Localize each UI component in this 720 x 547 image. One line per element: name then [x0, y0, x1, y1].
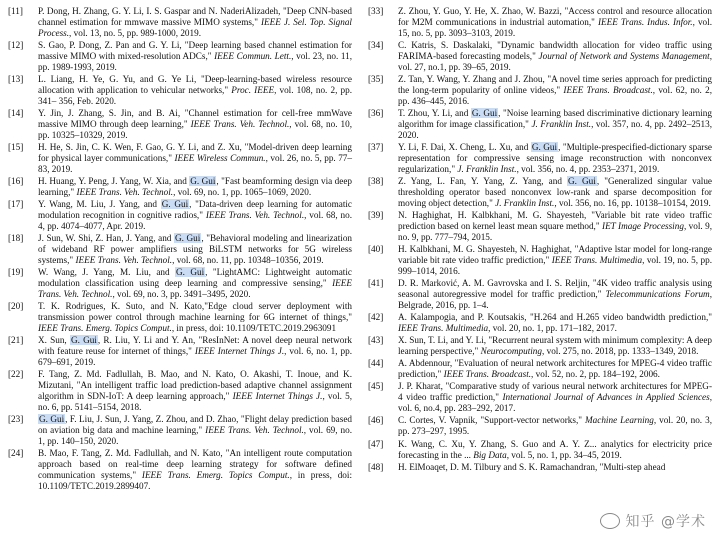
reference-fragment: C. Katris, S. Daskalaki, "Dynamic bandwidth allocation for video traffic using FARIMA-based forecasting models,"	[398, 40, 712, 61]
reference-text	[398, 142, 712, 175]
reference-entry	[368, 142, 712, 175]
reference-entry	[368, 462, 712, 473]
reference-entry	[368, 40, 712, 73]
reference-entry	[8, 199, 352, 232]
reference-number: [44]	[368, 358, 384, 369]
reference-fragment: , vol. 27, no.1, pp. 39–65, 2019.	[398, 50, 712, 72]
reference-number: [24]	[8, 448, 24, 459]
reference-text	[398, 244, 712, 277]
reference-fragment: , vol. 5, no. 6, pp. 5141–5154, 2018.	[38, 391, 352, 412]
reference-text	[398, 210, 712, 243]
reference-text	[38, 108, 352, 141]
reference-entry	[368, 335, 712, 357]
reference-number: [46]	[368, 415, 384, 426]
reference-number: [48]	[368, 461, 384, 472]
reference-fragment: J. P. Kharat, "Comparative study of various neural network architectures for MPEG-4 video traffic prediction,"	[398, 381, 712, 403]
reference-fragment: IEEE Trans. Broadcast.	[443, 369, 532, 380]
reference-number: [11]	[8, 6, 23, 16]
reference-fragment: IEEE Trans. Emerg. Topics Comput.	[38, 323, 172, 334]
reference-text	[38, 369, 352, 413]
highlighted-author: G. Gui	[531, 142, 558, 153]
reference-fragment: , "Noise learning based discriminative dictionary learning algorithm for image classification,"	[398, 108, 712, 129]
reference-fragment: IEEE Trans. Veh. Technol.	[205, 210, 305, 221]
reference-number: [43]	[368, 335, 384, 346]
reference-fragment: IEEE Internet Things J.	[232, 391, 323, 402]
reference-entry	[8, 369, 352, 413]
reference-number: [13]	[8, 74, 24, 85]
reference-text	[38, 335, 352, 368]
reference-text	[38, 176, 352, 198]
reference-fragment: IEEE Trans. Veh. Technol.	[76, 186, 174, 197]
reference-text	[38, 301, 352, 334]
highlighted-author: G. Gui	[568, 176, 596, 187]
reference-number: [38]	[368, 176, 384, 187]
reference-fragment: L. Liang, H. Ye, G. Yu, and G. Ye Li, "Deep-learning-based wireless resource allocation with application to vehicular networks,"	[38, 74, 352, 95]
reference-entry	[8, 233, 352, 266]
reference-fragment: Telecommunications Forum	[605, 289, 710, 300]
reference-fragment: , R. Liu, Y. Li and Y. An, "ResInNet: A novel deep neural network with feature reuse for internet of things,"	[38, 335, 352, 357]
reference-fragment: IEEE Internet Things J.	[194, 346, 285, 357]
reference-fragment: A. Kalampogia, and P. Koutsakis, "H.264 and H.265 video bandwidth prediction,"	[398, 312, 712, 323]
highlighted-author: G. Gui	[161, 199, 189, 210]
reference-text	[398, 335, 712, 357]
reference-fragment: J. Franklin Inst.	[531, 118, 592, 129]
reference-number: [36]	[368, 108, 384, 119]
reference-text	[398, 74, 712, 107]
reference-fragment: IEEE Trans. Emerg. Topics Comput.	[141, 470, 290, 481]
reference-number: [40]	[368, 244, 384, 255]
reference-fragment: , vol. 6, no.4, pp. 283–292, 2017.	[398, 392, 712, 414]
reference-entry	[8, 335, 352, 368]
reference-number: [39]	[368, 210, 384, 221]
reference-fragment: N. Haghighat, H. Kalbkhani, M. G. Shayesteh, "Variable bit rate video traffic prediction based on kernel least mean square method,"	[398, 210, 712, 231]
reference-fragment: , "Generalized singular value thresholding operator based nonconvex low-rank and sparse decomposition for moving object detection,"	[398, 176, 712, 208]
reference-fragment: IEEE Trans. Multimedia	[551, 255, 643, 266]
reference-entry	[8, 74, 352, 107]
reference-fragment: , vol. 52, no. 2, pp. 184–192, 2006.	[531, 369, 660, 380]
reference-fragment: X. Sun,	[38, 335, 70, 346]
reference-fragment: IEEE Trans. Broadcast.	[563, 84, 653, 95]
reference-fragment: Machine Learning	[585, 415, 654, 426]
reference-fragment: , vol. 5, no. 1, pp. 34–45, 2019.	[506, 449, 622, 460]
reference-entry	[368, 176, 712, 209]
reference-text	[398, 462, 712, 473]
reference-fragment: IEEE Trans. Veh. Technol.	[75, 255, 173, 266]
reference-fragment: , vol. 9, no. 9, pp. 777–794, 2015.	[398, 221, 713, 242]
reference-text	[38, 40, 352, 73]
reference-text	[398, 415, 712, 437]
reference-number: [17]	[8, 199, 24, 210]
reference-fragment: T. Zhou, Y. Li, and	[398, 108, 471, 119]
reference-number: [35]	[368, 74, 384, 85]
reference-fragment: P. Dong, H. Zhang, G. Y. Li, I. S. Gaspar and N. NaderiAlizadeh, "Deep CNN-based channel estimation for mmwave massive MIMO systems,"	[38, 6, 352, 27]
watermark-text: 知乎 @学术	[625, 514, 706, 530]
reference-number: [34]	[368, 40, 384, 51]
reference-fragment: IEEE Commun. Lett.	[214, 50, 292, 61]
reference-entry	[368, 358, 712, 380]
reference-fragment: , vol. 68, no. 10, pp. 10325–10329, 2019.	[38, 118, 352, 140]
reference-fragment: Y. Jin, J. Zhang, S. Jin, and B. Ai, "Channel estimation for cell-free mmWave massive MIMO through deep learning,"	[38, 108, 352, 129]
reference-entry	[8, 6, 352, 39]
reference-fragment: , in press, doi: 10.1109/TETC.2019.2899407.	[38, 470, 352, 491]
reference-fragment: H. He, S. Jin, C. K. Wen, F. Gao, G. Y. Li, and Z. Xu, "Model-driven deep learning for physical layer communications,"	[38, 142, 352, 163]
reference-entry	[8, 176, 352, 198]
highlighted-author: G. Gui	[471, 108, 498, 119]
reference-fragment: , "Multiple-prespecified-dictionary sparse representation for compressive sensing image reconstruction with nonconvex regularization,"	[398, 142, 712, 174]
reference-fragment: , "Data-driven deep learning for automatic modulation recognition in cognitive radios,"	[38, 199, 353, 221]
reference-fragment: , vol. 69, no. 1, pp. 140–150, 2020.	[38, 425, 353, 446]
reference-entry	[8, 108, 352, 141]
reference-fragment: Z. Zhou, Y. Guo, Y. He, X. Zhao, W. Bazzi, "Access control and resource allocation for M2M communications in industrial automation,"	[398, 6, 712, 27]
reference-entry	[368, 278, 712, 311]
reference-number: [16]	[8, 176, 24, 187]
reference-fragment: Neurocomputing	[480, 346, 542, 357]
reference-fragment: T. K. Rodrigues, K. Suto, and N. Kato,"Edge cloud server deployment with transmission power control through machine learning for 6G internet of things,"	[38, 301, 352, 323]
reference-text	[38, 233, 352, 266]
highlighted-author: G. Gui	[190, 176, 216, 187]
reference-fragment: Big Data	[473, 449, 507, 460]
reference-fragment: D. R. Marković, A. M. Gavrovska and I. S. Reljin, "4K video traffic analysis using seasonal autoregressive model for traffic prediction,"	[398, 278, 712, 300]
reference-fragment: IEEE Trans. Multimedia	[398, 323, 489, 334]
reference-entry	[368, 439, 712, 461]
reference-fragment: , vol. 20, no. 3, pp. 273–297, 1995.	[398, 415, 712, 437]
reference-fragment: IEEE Wireless Commun.	[174, 152, 266, 163]
highlighted-author: G. Gui	[70, 335, 97, 346]
reference-fragment: Y. Li, F. Dai, X. Cheng, L. Xu, and	[398, 142, 531, 153]
reference-number: [18]	[8, 233, 24, 244]
reference-number: [33]	[368, 6, 384, 16]
reference-fragment: IEEE Trans. Veh. Technol.	[205, 425, 304, 436]
reference-fragment: H. Huang, Y. Peng, J. Yang, W. Xia, and	[38, 176, 190, 187]
reference-fragment: , vol. 68, no. 4, pp. 4074–4077, Apr. 2019.	[38, 210, 352, 231]
reference-fragment: , in press, doi: 10.1109/TETC.2019.2963091	[171, 323, 337, 334]
reference-fragment: , "Fast beamforming design via deep learning,"	[38, 176, 352, 197]
reference-text	[398, 40, 712, 73]
reference-number: [19]	[8, 267, 24, 278]
reference-number: [47]	[368, 438, 384, 449]
reference-fragment: , vol. 13, no. 5, pp. 989-1000, 2019.	[69, 27, 201, 38]
reference-fragment: Y. Wang, M. Liu, J. Yang, and	[38, 199, 161, 210]
reference-entry	[368, 244, 712, 277]
reference-entry	[8, 40, 352, 73]
reference-fragment: , vol. 20, no. 1, pp. 171–182, 2017.	[488, 323, 617, 334]
reference-text	[398, 6, 712, 39]
reference-number: [15]	[8, 142, 24, 153]
reference-text	[398, 176, 712, 209]
reference-fragment: J. Franklin Inst.	[457, 163, 517, 174]
reference-fragment: , Belgrade, 2016, pp. 1–4.	[398, 289, 712, 310]
reference-fragment: , vol. 356, no. 4, pp. 2353–2371, 2019.	[516, 163, 660, 174]
reference-fragment: S. Gao, P. Dong, Z. Pan and G. Y. Li, "Deep learning based channel estimation for massive MIMO with mixed-resolution ADCs,"	[38, 40, 352, 61]
reference-fragment: W. Wang, J. Yang, M. Liu, and	[38, 267, 176, 278]
reference-fragment: B. Mao, F. Tang, Z. Md. Fadlullah, and N. Kato, "An intelligent route computation approach based on real-time deep learning strategy for software defined communication systems,"	[38, 448, 352, 481]
reference-number: [21]	[8, 335, 24, 346]
reference-text	[398, 278, 712, 311]
reference-fragment: , vol. 357, no. 4, pp. 2492–2513, 2020.	[398, 118, 713, 140]
reference-fragment: H. ElMoaqet, D. M. Tilbury and S. K. Ramachandran, "Multi-step ahead	[398, 461, 666, 472]
reference-fragment: , vol. 356, no. 16, pp. 10138–10154, 2019.	[554, 197, 711, 208]
reference-entry	[368, 108, 712, 141]
reference-fragment: IEEE Trans. Veh. Technol.	[190, 118, 290, 129]
reference-text	[398, 108, 712, 141]
reference-number: [37]	[368, 142, 384, 153]
reference-text	[38, 6, 352, 39]
reference-text	[38, 199, 352, 232]
reference-text	[398, 381, 712, 414]
left-column	[8, 6, 352, 547]
reference-fragment: , vol. 275, no. 2018, pp. 1333–1349, 2018.	[542, 346, 699, 357]
reference-entry	[368, 74, 712, 107]
reference-fragment: , vol. 68, no. 11, pp. 10348–10356, 2019.	[172, 255, 324, 266]
reference-fragment: , vol. 69, no. 3, pp. 3491–3495, 2020.	[112, 289, 251, 300]
reference-fragment: , vol. 6, no. 1, pp. 679–691, 2019.	[38, 346, 353, 368]
reference-fragment: , "LightAMC: Lightweight automatic modulation classification using deep learning and compressive sensing,"	[38, 267, 352, 289]
reference-fragment: , vol. 23, no. 11, pp. 1989-1993, 2019.	[38, 50, 352, 72]
reference-entry	[368, 210, 712, 243]
reference-fragment: , vol. 108, no. 2, pp. 341– 356, Feb. 2020.	[38, 84, 352, 106]
highlighted-author: G. Gui	[175, 233, 201, 244]
reference-fragment: , vol. 26, no. 5, pp. 77–83, 2019.	[38, 152, 352, 174]
reference-fragment: F. Tang, Z. Md. Fadlullah, B. Mao, and N. Kato, O. Akashi, T. Inoue, and K. Mizutani, "An intelligent traffic load prediction-based adaptive channel assignment algorithm in SDN-IoT: A deep learning approach,"	[38, 369, 352, 402]
reference-text	[38, 74, 352, 107]
watermark	[594, 509, 712, 533]
reference-number: [41]	[368, 278, 384, 289]
reference-number: [22]	[8, 369, 24, 380]
reference-fragment: , vol. 62, no. 2, pp. 436–445, 2016.	[398, 84, 712, 106]
reference-entry	[8, 142, 352, 175]
highlighted-author: G. Gui	[176, 267, 205, 278]
reference-text	[38, 267, 352, 300]
reference-fragment: , "Behavioral modeling and linearization of wideband RF power amplifiers using BiLSTM networks for 5G wireless systems,"	[38, 233, 353, 266]
reference-fragment: J. Franklin Inst.	[495, 197, 555, 208]
right-column	[368, 6, 712, 547]
reference-number: [45]	[368, 381, 384, 392]
reference-fragment: K. Wang, C. Xu, Y. Zhang, S. Guo and A. Y. Z... analytics for electricity price forecasting in the ...	[398, 438, 712, 460]
reference-fragment: , vol. 15, no. 5, pp. 3093–3103, 2019.	[398, 16, 712, 38]
reference-fragment: Z. Tan, Y. Wang, Y. Zhang and J. Zhou, "A novel time series approach for predicting the long-term popularity of online videos,"	[398, 74, 712, 95]
reference-number: [20]	[8, 301, 24, 312]
reference-fragment: X. Sun, T. Li, and Y. Li, "Recurrent neural system with minimum complexity: A deep learning perspective,"	[398, 335, 712, 357]
reference-text	[398, 312, 712, 334]
reference-fragment: , F. Liu, J. Sun, J. Yang, Z. Zhou, and D. Zhao, "Flight delay prediction based on aviation big data and machine learning,"	[38, 414, 352, 436]
reference-number: [23]	[8, 414, 24, 425]
reference-entry	[8, 414, 352, 447]
reference-text	[398, 439, 712, 461]
reference-entry	[8, 301, 352, 334]
reference-number: [14]	[8, 108, 24, 119]
reference-fragment: Proc. IEEE	[231, 84, 275, 95]
reference-number: [12]	[8, 40, 24, 51]
reference-fragment: Journal of Network and Systems Management	[538, 50, 710, 61]
reference-fragment: Z. Yang, L. Fan, Y. Yang, Z. Yang, and	[398, 176, 568, 187]
reference-text	[38, 448, 352, 492]
reference-text	[398, 358, 712, 380]
reference-entry	[8, 267, 352, 300]
reference-fragment: H. Kalbkhani, M. G. Shayesteh, N. Haghighat, "Adaptive lstar model for long-range variable bit rate video traffic prediction,"	[398, 244, 712, 266]
reference-fragment: J. Sun, W. Shi, Z. Han, J. Yang, and	[38, 233, 175, 244]
reference-number: [42]	[368, 312, 384, 323]
reference-fragment: IET Image Processing	[602, 221, 684, 231]
reference-fragment: , vol. 19, no. 5, pp. 999–1014, 2016.	[398, 255, 712, 276]
reference-text	[38, 142, 352, 175]
reference-fragment: International Journal of Advances in Applied Sciences	[502, 392, 710, 403]
highlighted-author: G. Gui	[39, 414, 65, 425]
reference-text	[38, 414, 352, 447]
reference-entry	[368, 312, 712, 334]
reference-fragment: IEEE Trans. Indus. Infor.	[597, 16, 693, 27]
reference-fragment: IEEE J. Sel. Top. Signal Process.	[38, 16, 352, 38]
reference-entry	[368, 6, 712, 39]
reference-fragment: , vol. 69, no. 1, pp. 1065–1069, 2020.	[173, 186, 312, 197]
reference-fragment: C. Cortes, V. Vapnik, "Support-vector networks,"	[398, 415, 585, 426]
reference-entry	[368, 381, 712, 414]
reference-fragment: A. Abdennour, "Evaluation of neural network architectures for MPEG-4 video traffic prediction,"	[398, 358, 712, 380]
wechat-icon	[600, 513, 620, 529]
reference-entry	[368, 415, 712, 437]
reference-fragment: IEEE Trans. Veh. Technol.	[38, 278, 352, 300]
reference-entry	[8, 448, 352, 492]
